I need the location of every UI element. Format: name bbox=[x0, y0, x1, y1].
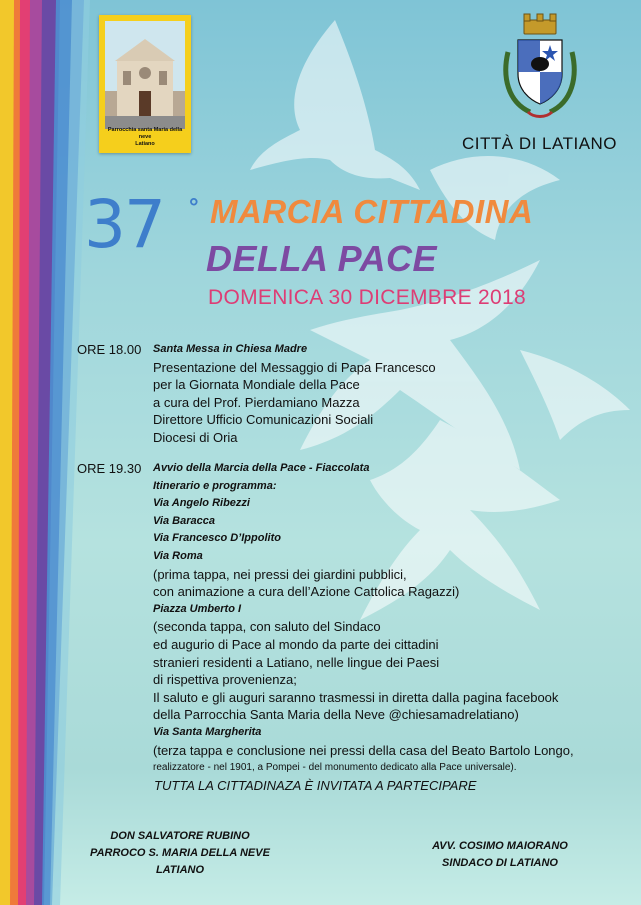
schedule-line: della Parrocchia Santa Maria della Neve @chiesamadrelatiano) bbox=[153, 707, 519, 723]
schedule-details bbox=[153, 460, 641, 777]
signature-line: PARROCO S. MARIA DELLA NEVE bbox=[90, 847, 270, 859]
schedule-details bbox=[153, 341, 641, 447]
schedule-line: a cura del Prof. Pierdamiano Mazza bbox=[153, 394, 360, 410]
schedule-line: Itinerario e programma: bbox=[153, 479, 277, 492]
schedule-line: (terza tappa e conclusione nei pressi della casa del Beato Bartolo Longo, bbox=[153, 742, 574, 758]
title-line-2: DELLA PACE bbox=[206, 238, 438, 279]
schedule-line: realizzatore - nel 1901, a Pompei - del monumento dedicato alla Pace universale). bbox=[153, 762, 517, 774]
photo-caption bbox=[103, 127, 187, 148]
schedule-line: stranieri residenti a Latiano, nelle lingue dei Paesi bbox=[153, 654, 440, 670]
city-crest-icon bbox=[500, 12, 580, 127]
schedule-time: ORE 18.00 bbox=[77, 342, 142, 357]
edition-number: 37 bbox=[84, 186, 164, 263]
schedule-line: ed augurio di Pace al mondo da parte dei cittadini bbox=[153, 636, 439, 652]
route-street: Via Angelo Ribezzi bbox=[153, 497, 250, 510]
schedule-line: per la Giornata Mondiale della Pace bbox=[153, 377, 360, 393]
title-line-1: MARCIA CITTADINA bbox=[210, 193, 534, 230]
schedule-line: Avvio della Marcia della Pace - Fiaccolata bbox=[153, 462, 370, 474]
route-street: Via Roma bbox=[153, 549, 203, 562]
schedule-line: Santa Messa in Chiesa Madre bbox=[153, 343, 308, 355]
schedule-line: con animazione a cura dell’Azione Cattolica Ragazzi) bbox=[153, 584, 460, 600]
closing-invitation: TUTTA LA CITTADINAZA È INVITATA A PARTECIPARE bbox=[154, 778, 477, 793]
signature-parish-priest bbox=[60, 828, 300, 879]
schedule-line: (seconda tappa, con saluto del Sindaco bbox=[153, 619, 381, 635]
photo-caption-line2: Latiano bbox=[135, 141, 155, 147]
signature-mayor bbox=[395, 838, 605, 872]
church-photo bbox=[105, 21, 185, 129]
photo-caption-line1: Parrocchia santa Maria della neve bbox=[107, 127, 183, 140]
church-photo-badge bbox=[99, 15, 191, 153]
schedule-line: Diocesi di Oria bbox=[153, 429, 238, 445]
signature-line: AVV. COSIMO MAIORANO bbox=[432, 840, 568, 852]
schedule-line: Il saluto e gli auguri saranno trasmessi in diretta dalla pagina facebook bbox=[153, 689, 559, 705]
signature-line: LATIANO bbox=[155, 864, 205, 876]
route-street: Via Santa Margherita bbox=[153, 725, 262, 738]
edition-degree-sign: ° bbox=[189, 194, 199, 221]
schedule-time: ORE 19.30 bbox=[77, 461, 142, 476]
signature-line: DON SALVATORE RUBINO bbox=[110, 830, 250, 842]
route-street: Via Francesco D’Ippolito bbox=[153, 532, 281, 545]
schedule-line: Presentazione del Messaggio di Papa Francesco bbox=[153, 359, 436, 375]
route-street: Via Baracca bbox=[153, 514, 215, 527]
city-name: CITTÀ DI LATIANO bbox=[462, 134, 618, 153]
schedule-line: di rispettiva provenienza; bbox=[153, 672, 297, 688]
signature-line: SINDACO DI LATIANO bbox=[442, 857, 558, 869]
event-date: DOMENICA 30 DICEMBRE 2018 bbox=[208, 286, 526, 309]
schedule-line: Direttore Ufficio Comunicazioni Sociali bbox=[153, 412, 374, 428]
schedule-line: (prima tappa, nei pressi dei giardini pubblici, bbox=[153, 566, 407, 582]
route-street: Piazza Umberto I bbox=[153, 602, 242, 615]
